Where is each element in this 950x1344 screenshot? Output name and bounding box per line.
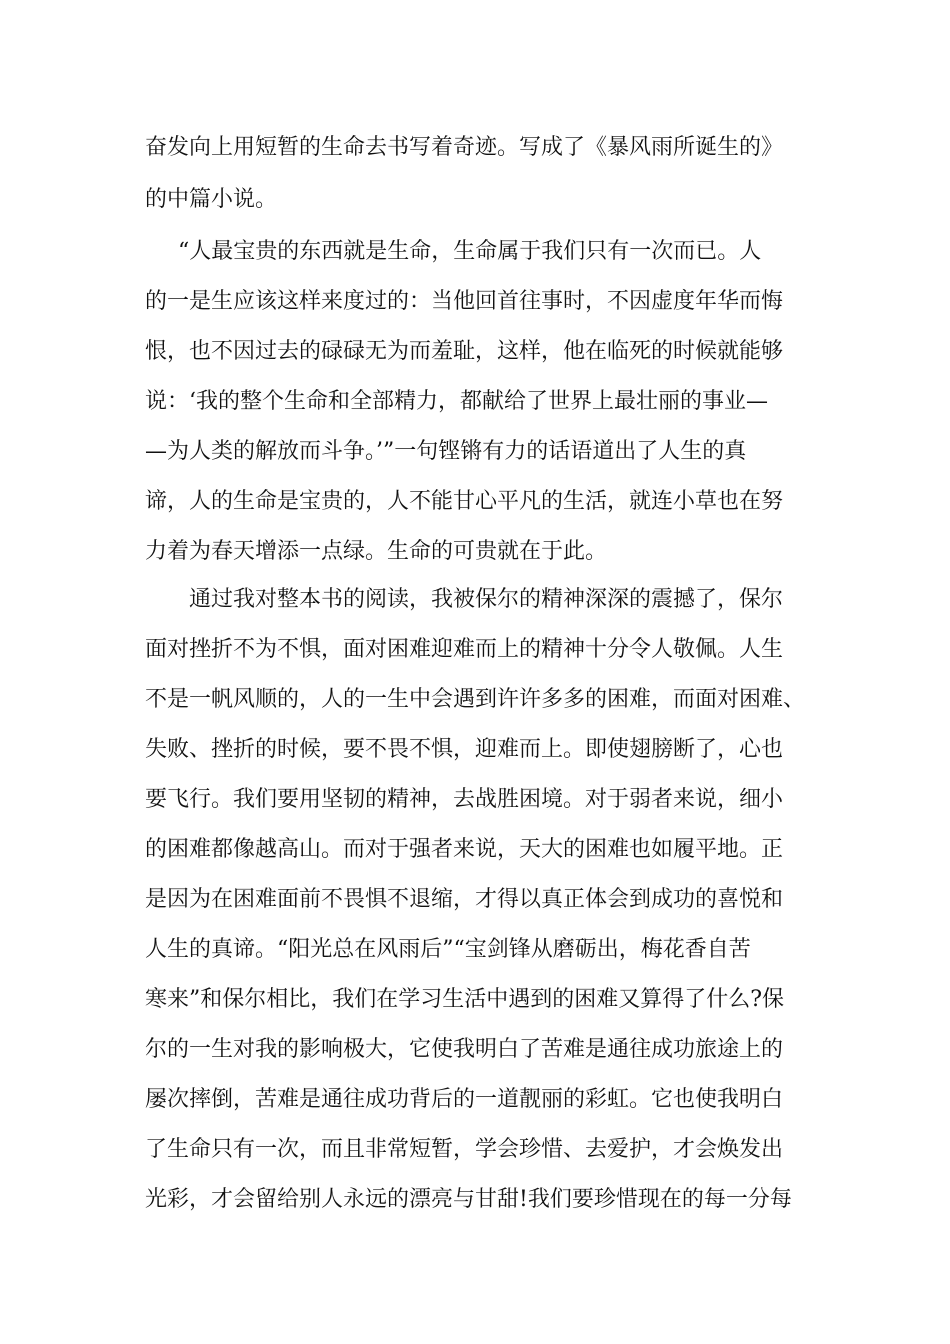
text-line: 尔的一生对我的影响极大，它使我明白了苦难是通往成功旅途上的 [145, 1037, 784, 1062]
text-line: 不是一帆风顺的，人的一生中会遇到许许多多的困难，而面对困难、 [145, 687, 806, 712]
text-line: 力着为春天增添一点绿。生命的可贵就在于此。 [145, 539, 608, 564]
text-line: 说：‘我的整个生命和全部精力，都献给了世界上最壮丽的事业— [145, 389, 768, 414]
text-line: 奋发向上用短暂的生命去书写着奇迹。写成了《暴风雨所诞生的》 [145, 135, 784, 160]
text-line: 恨，也不因过去的碌碌无为而羞耻，这样，他在临死的时候就能够 [145, 339, 784, 364]
text-line: —为人类的解放而斗争。’”一句铿锵有力的话语道出了人生的真 [145, 439, 747, 464]
text-line: 屡次摔倒，苦难是通往成功背后的一道靓丽的彩虹。它也使我明白 [145, 1087, 784, 1112]
text-line: 要飞行。我们要用坚韧的精神，去战胜困境。对于弱者来说，细小 [145, 787, 784, 812]
text-line: 光彩，才会留给别人永远的漂亮与甘甜!我们要珍惜现在的每一分每 [145, 1187, 792, 1212]
text-line: 了生命只有一次，而且非常短暂，学会珍惜、去爱护，才会焕发出 [145, 1137, 784, 1162]
text-line: 的困难都像越高山。而对于强者来说，天大的困难也如履平地。正 [145, 837, 784, 862]
text-line: “人最宝贵的东西就是生命，生命属于我们只有一次而已。人 [178, 239, 762, 264]
text-line: 失败、挫折的时候，要不畏不惧，迎难而上。即使翅膀断了，心也 [145, 737, 784, 762]
text-line: 谛，人的生命是宝贵的，人不能甘心平凡的生活，就连小草也在努 [145, 489, 784, 514]
text-line: 是因为在困难面前不畏惧不退缩，才得以真正体会到成功的喜悦和 [145, 887, 784, 912]
text-line: 寒来”和保尔相比，我们在学习生活中遇到的困难又算得了什么?保 [145, 987, 785, 1012]
text-line: 通过我对整本书的阅读，我被保尔的精神深深的震撼了，保尔 [189, 587, 784, 612]
text-line: 的中篇小说。 [145, 187, 278, 212]
text-line: 的一是生应该这样来度过的：当他回首往事时，不因虚度年华而悔 [145, 289, 784, 314]
text-line: 人生的真谛。“阳光总在风雨后”“宝剑锋从磨砺出，梅花香自苦 [145, 937, 751, 962]
text-line: 面对挫折不为不惧，面对困难迎难而上的精神十分令人敬佩。人生 [145, 637, 784, 662]
